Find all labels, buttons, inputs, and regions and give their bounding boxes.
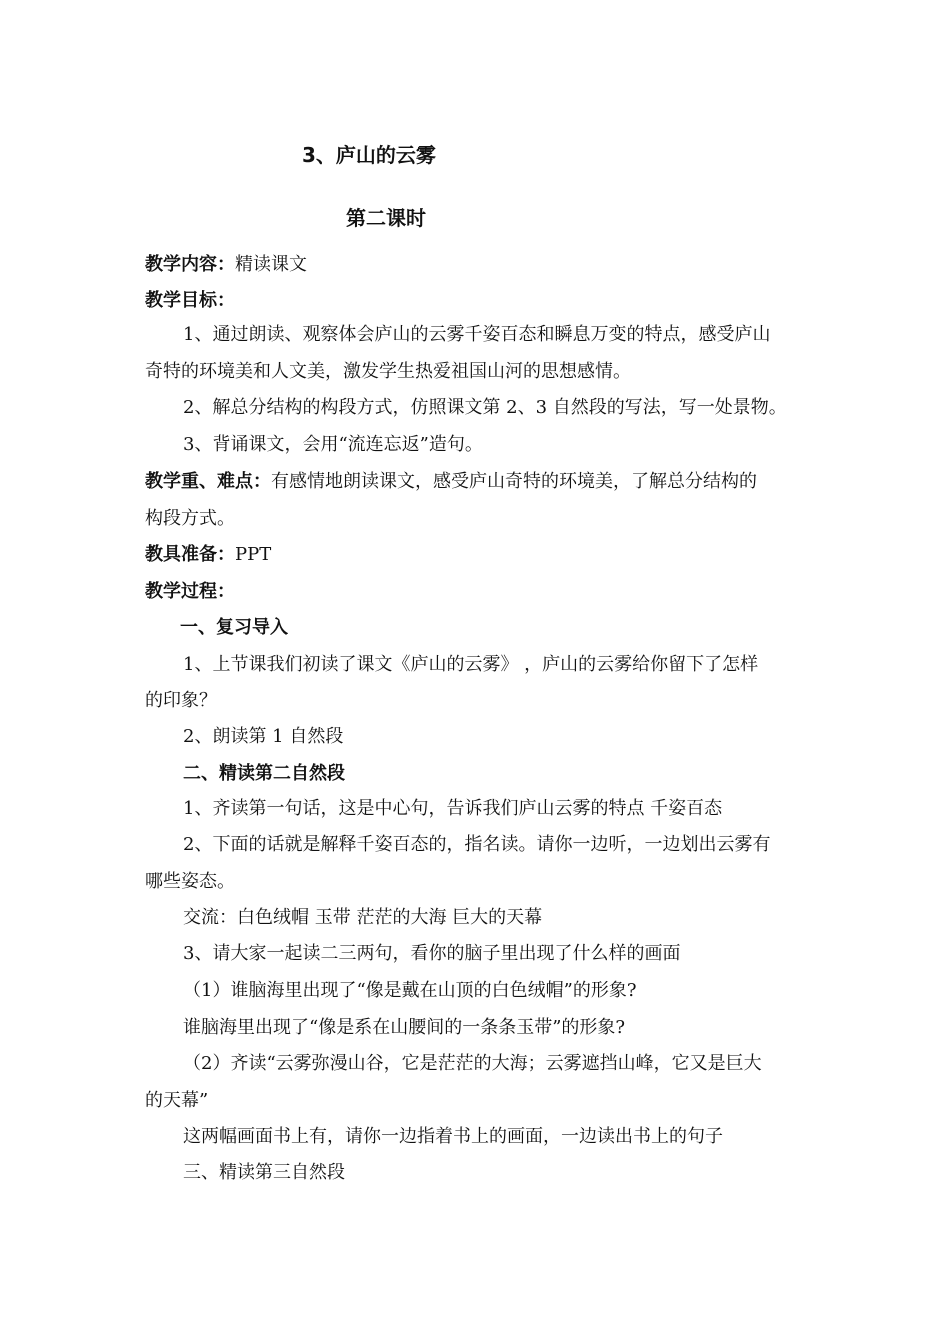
goal-2: 2、解总分结构的构段方式，仿照课文第 2、3 自然段的写法，写一处景物。	[183, 397, 787, 418]
keypoints-line-2: 构段方式。	[145, 508, 235, 529]
section-2-p2-line-2: 哪些姿态。	[145, 871, 235, 892]
tools-line	[145, 543, 271, 567]
keypoints-text: 有感情地朗读课文，感受庐山奇特的环境美，了解总分结构的	[271, 471, 757, 492]
content-label: 教学内容：	[145, 254, 235, 275]
section-1-p1-line-1: 1、上节课我们初读了课文《庐山的云雾》 ，庐山的云雾给你留下了怎样	[183, 654, 759, 675]
section-2-q1b: 谁脑海里出现了“像是系在山腰间的一条条玉带”的形象?	[183, 1017, 626, 1038]
tools-value: PPT	[235, 544, 272, 565]
process-label: 教学过程：	[145, 581, 235, 602]
page-title: 3、庐山的云雾	[302, 143, 436, 167]
section-2-p2-line-1: 2、下面的话就是解释千姿百态的，指名读。请你一边听，一边划出云雾有	[183, 834, 771, 855]
section-2-heading: 二、精读第二自然段	[183, 763, 345, 784]
goals-label: 教学目标：	[145, 290, 235, 311]
section-1-p2: 2、朗读第 1 自然段	[183, 726, 344, 747]
section-2-p1: 1、齐读第一句话，这是中心句，告诉我们庐山云雾的特点 千姿百态	[183, 798, 723, 819]
keypoints-label: 教学重、难点：	[145, 471, 271, 492]
section-3-heading: 三、精读第三自然段	[183, 1162, 345, 1183]
goal-3: 3、背诵课文，会用“流连忘返”造句。	[183, 434, 483, 455]
section-2-exchange: 交流：白色绒帽 玉带 茫茫的大海 巨大的天幕	[183, 907, 543, 928]
content-value: 精读课文	[235, 254, 307, 275]
section-2-p3: 3、请大家一起读二三两句，看你的脑子里出现了什么样的画面	[183, 943, 681, 964]
section-1-p1-line-2: 的印象？	[145, 690, 217, 711]
section-1-heading: 一、复习导入	[180, 617, 288, 638]
goal-1-line-2: 奇特的环境美和人文美，激发学生热爱祖国山河的思想感情。	[145, 361, 631, 382]
content-line	[145, 253, 307, 277]
page-subtitle: 第二课时	[346, 206, 426, 230]
tools-label: 教具准备：	[145, 544, 235, 565]
keypoints-line-1	[145, 470, 757, 494]
goal-1-line-1: 1、通过朗读、观察体会庐山的云雾千姿百态和瞬息万变的特点，感受庐山	[183, 324, 771, 345]
section-2-q2-line-1: （2）齐读“云雾弥漫山谷，它是茫茫的大海；云雾遮挡山峰，它又是巨大	[183, 1053, 762, 1074]
section-2-q1: （1）谁脑海里出现了“像是戴在山顶的白色绒帽”的形象?	[183, 980, 637, 1001]
section-2-q2-line-2: 的天幕”	[145, 1090, 209, 1111]
section-2-note: 这两幅画面书上有，请你一边指着书上的画面，一边读出书上的句子	[183, 1126, 723, 1147]
